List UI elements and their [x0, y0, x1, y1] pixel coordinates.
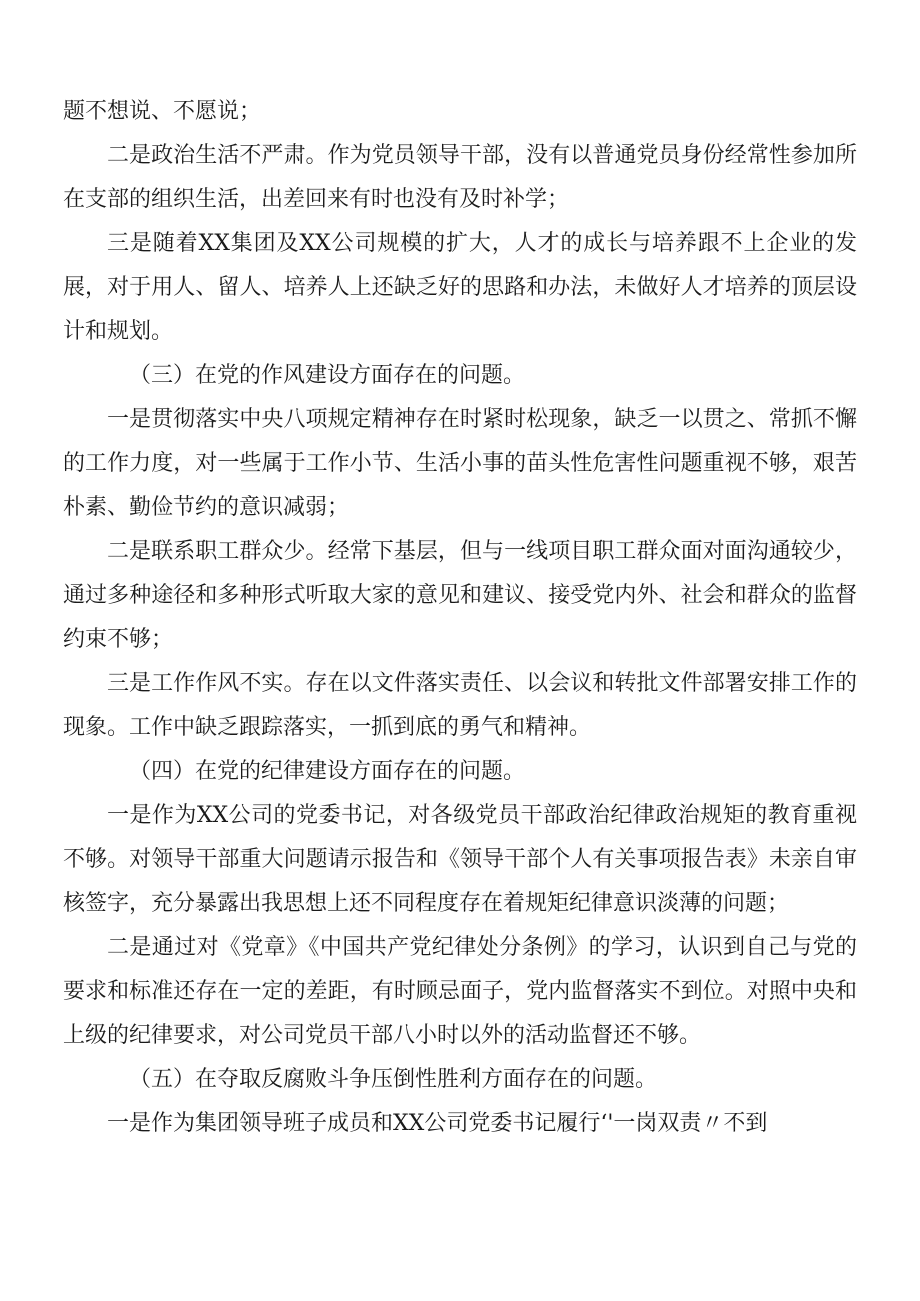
paragraph-party-secretary: 一是作为XX公司的党委书记，对各级党员干部政治纪律政治规矩的教育重视不够。对领导干部重大问题请示报告和《领导干部个人有关事项报告表》未亲自审核签字，充分暴露出我思想上还不同程度存在着规矩纪律意识淡薄的问题； — [63, 803, 857, 916]
section-heading-discipline: （四）在党的纪律建设方面存在的问题。 — [129, 759, 526, 784]
paragraph-dual-responsibility: 一是作为集团领导班子成员和XX公司党委书记履行‘'一岗双责〃不到 — [107, 1111, 768, 1136]
paragraph-eight-rules: 一是贯彻落实中央八项规定精神存在时紧时松现象，缺乏一以贯之、常抓不懈的工作力度，对一些属于工作小节、生活小事的苗头性危害性问题重视不够，艰苦朴素、勤俭节约的意识减弱； — [63, 407, 857, 520]
paragraph-party-constitution-study: 二是通过对《党章》《中国共产党纪律处分条例》的学习，认识到自己与党的要求和标准还存在一定的差距，有时顾忌面子，党内监督落实不到位。对照中央和上级的纪律要求，对公司党员干部八小时以外的活动监督还不够。 — [63, 935, 857, 1048]
paragraph-political-life: 二是政治生活不严肃。作为党员领导干部，没有以普通党员身份经常性参加所在支部的组织生活，出差回来有时也没有及时补学； — [63, 143, 857, 212]
paragraph-contact-staff: 二是联系职工群众少。经常下基层，但与一线项目职工群众面对面沟通较少，通过多种途径和多种形式听取大家的意见和建议、接受党内外、社会和群众的监督约束不够； — [63, 539, 857, 652]
paragraph-continuation: 题不想说、不愿说； — [63, 99, 262, 124]
paragraph-work-style-unreal: 三是工作作风不实。存在以文件落实责任、以会议和转批文件部署安排工作的现象。工作中缺乏跟踪落实，一抓到底的勇气和精神。 — [63, 671, 857, 740]
section-heading-work-style: （三）在党的作风建设方面存在的问题。 — [129, 363, 526, 388]
paragraph-talent-development: 三是随着XX集团及XX公司规模的扩大，人才的成长与培养跟不上企业的发展，对于用人、留人、培养人上还缺乏好的思路和办法，未做好人才培养的顶层设计和规划。 — [63, 231, 857, 344]
document-body — [63, 90, 857, 1146]
section-heading-anti-corruption: （五）在夺取反腐败斗争压倒性胜利方面存在的问题。 — [129, 1067, 658, 1092]
